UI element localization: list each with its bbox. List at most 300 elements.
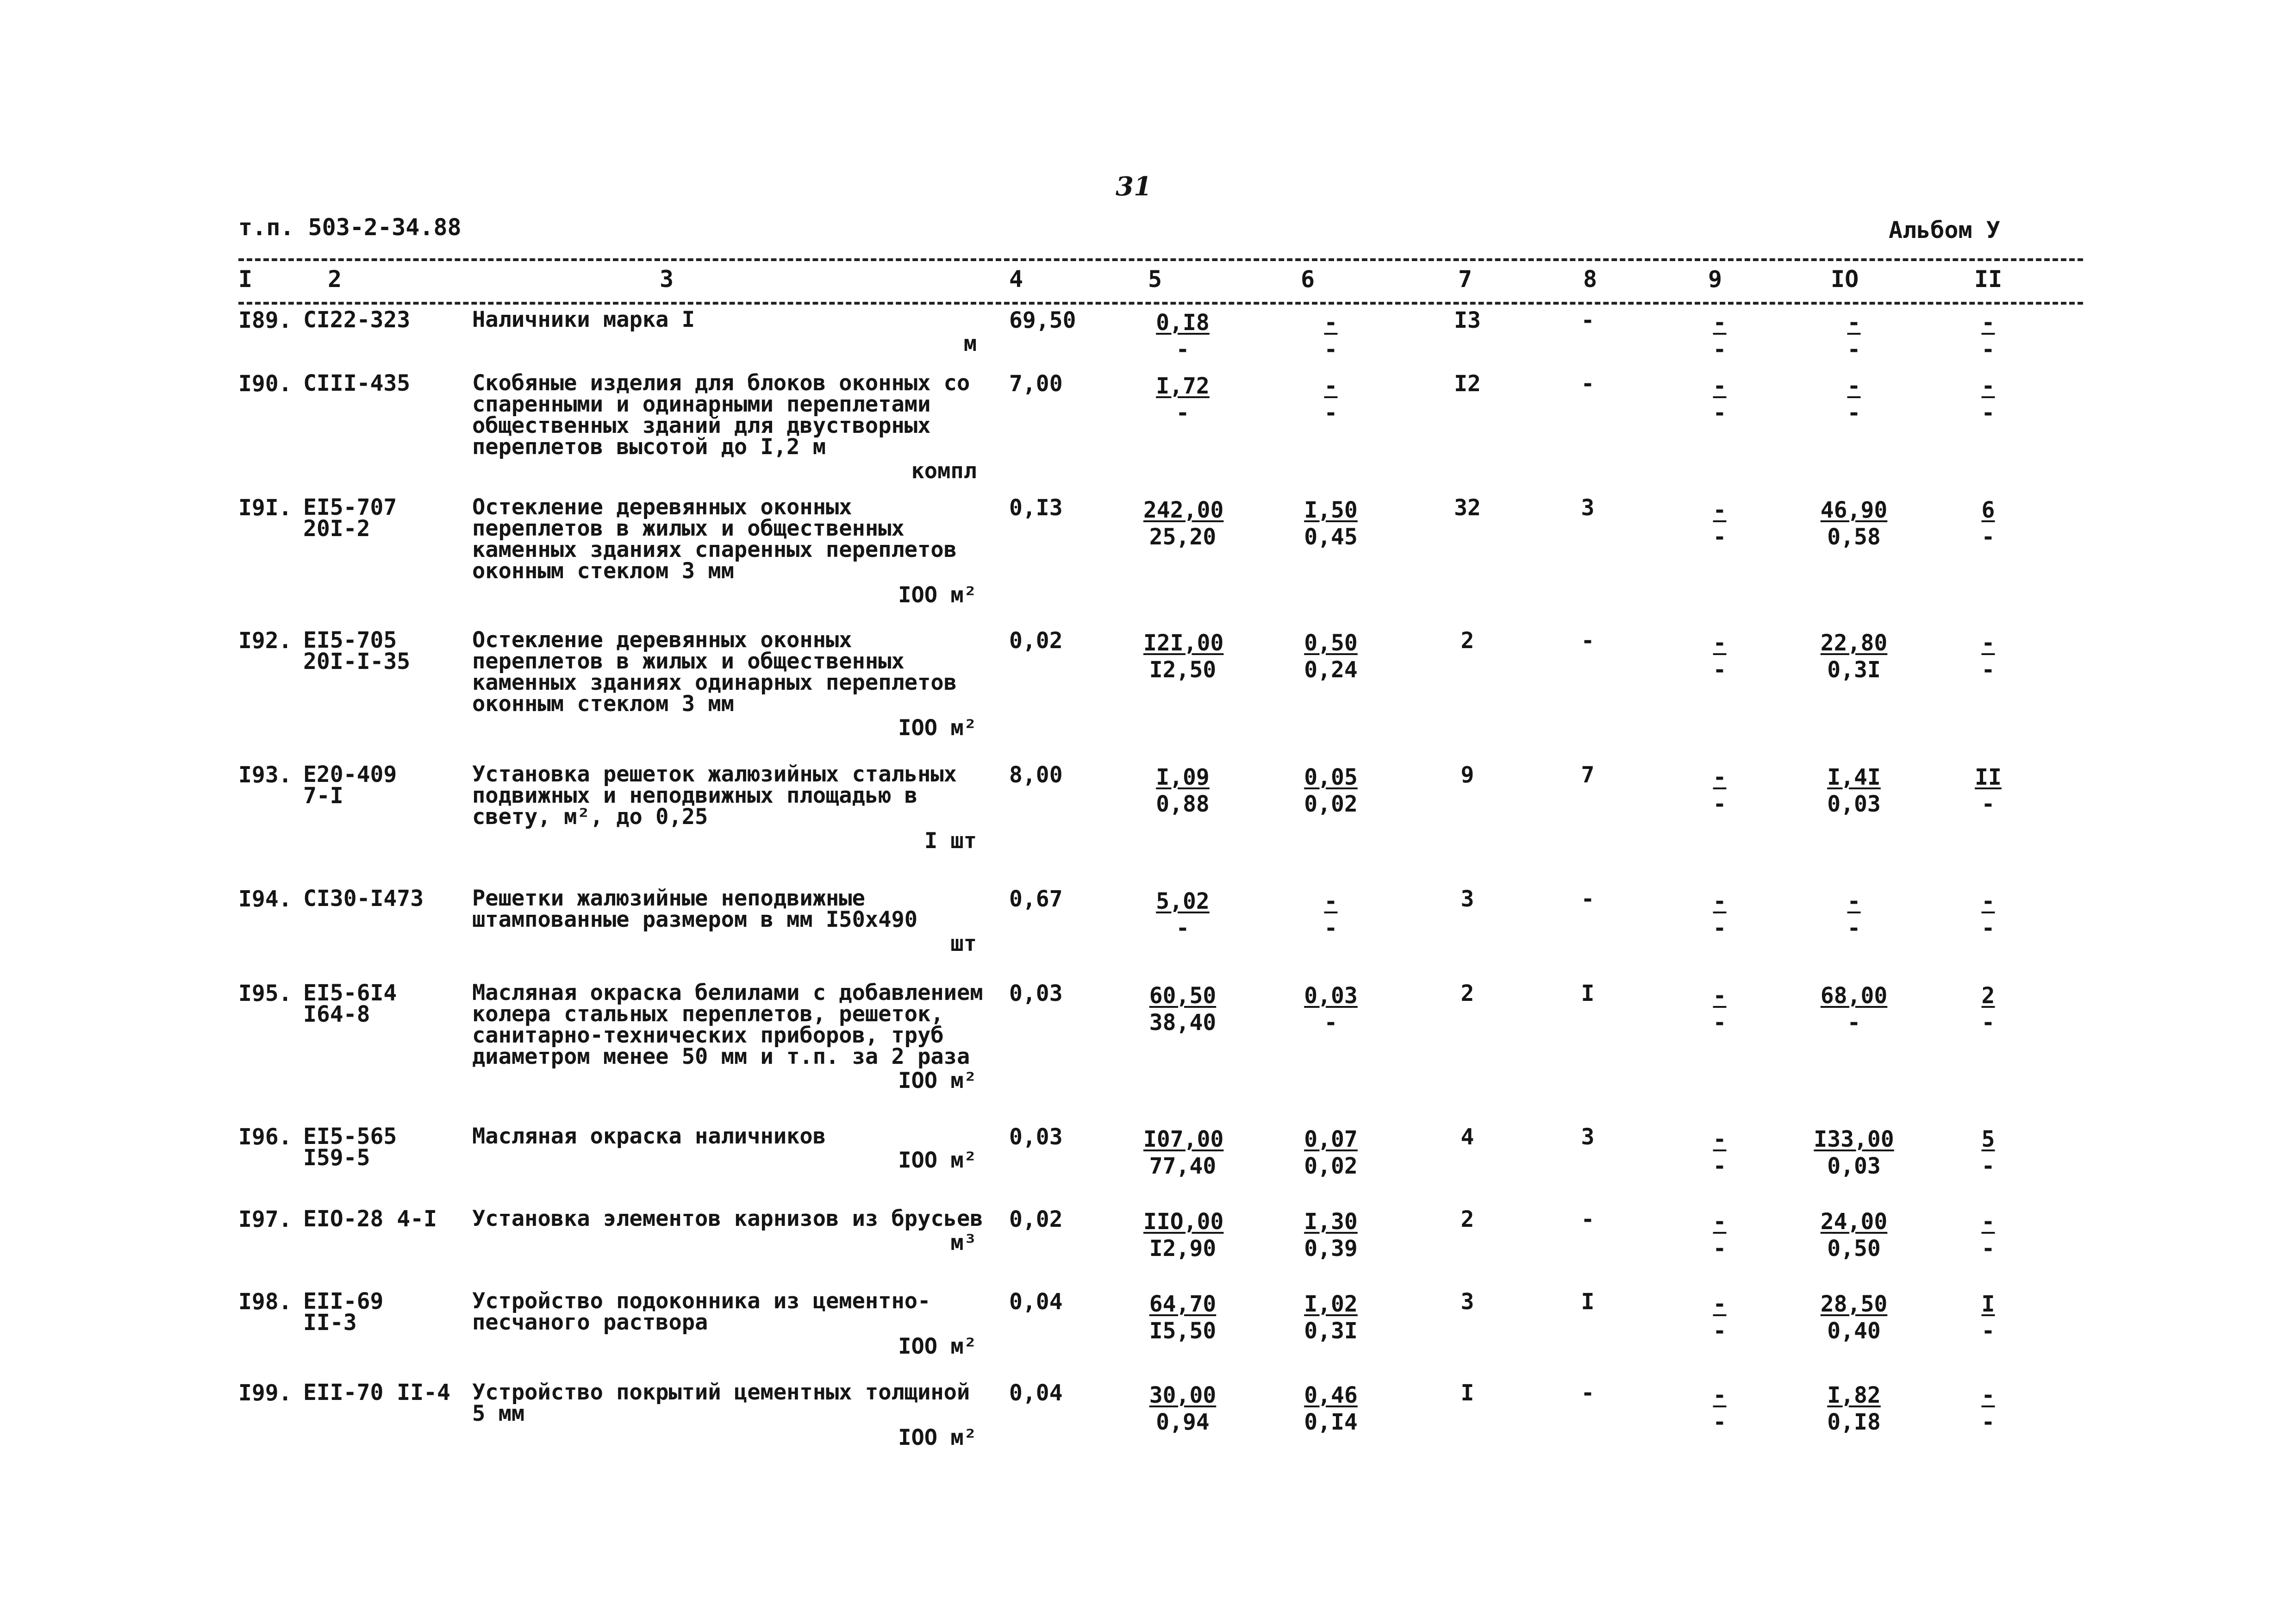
column-6-value bbox=[1296, 764, 1366, 818]
column-9-value bbox=[1701, 1291, 1738, 1344]
column-8-value: - bbox=[1581, 307, 1595, 333]
measure-unit: IOO м² bbox=[898, 582, 977, 608]
column-9-value-top: - bbox=[1713, 1126, 1727, 1152]
column-10-value bbox=[1808, 497, 1900, 550]
column-10-value bbox=[1808, 373, 1900, 426]
rate-code bbox=[303, 494, 397, 542]
column-9-value bbox=[1701, 1382, 1738, 1436]
work-description bbox=[472, 370, 995, 484]
column-6-value-pair bbox=[1296, 1291, 1366, 1344]
column-9-value-bottom: - bbox=[1713, 524, 1727, 550]
column-5-value bbox=[1143, 888, 1222, 942]
column-5-value-pair bbox=[1143, 630, 1222, 683]
column-9-value-pair bbox=[1701, 497, 1738, 550]
column-10-value bbox=[1808, 1382, 1900, 1436]
column-11-value-pair bbox=[1963, 1208, 2014, 1262]
rate-code bbox=[303, 627, 411, 675]
column-9-value-pair bbox=[1701, 309, 1738, 363]
quantity: 0,03 bbox=[1009, 981, 1063, 1006]
column-6-value bbox=[1296, 373, 1366, 426]
column-11-value-top: 5 bbox=[1981, 1126, 1995, 1152]
column-10-value-pair bbox=[1808, 982, 1900, 1036]
description-text: Установка решеток жалюзийных стальных подвижных и неподвижных площадью в свету, м², до 0,25 bbox=[472, 762, 957, 830]
column-11-value-pair bbox=[1963, 1291, 2014, 1344]
quantity: 0,04 bbox=[1009, 1380, 1063, 1406]
column-6-value-top: - bbox=[1324, 310, 1338, 336]
column-11-value-top: 2 bbox=[1981, 983, 1995, 1009]
column-6-value-bottom: - bbox=[1324, 400, 1338, 426]
column-9-value-top: - bbox=[1713, 888, 1727, 914]
column-10-value bbox=[1808, 1291, 1900, 1344]
column-7-value: 2 bbox=[1460, 1206, 1474, 1232]
column-10-value-bottom: 0,03 bbox=[1827, 1153, 1881, 1179]
column-10-value-top: I33,00 bbox=[1814, 1126, 1894, 1152]
column-6-value bbox=[1296, 1382, 1366, 1436]
column-11-value-top: - bbox=[1981, 1382, 1995, 1408]
album-label: Альбом У bbox=[1889, 217, 2000, 244]
column-6-value-pair bbox=[1296, 1208, 1366, 1262]
column-9-value bbox=[1701, 373, 1738, 426]
rate-code-line: 20I-I-35 bbox=[303, 649, 411, 675]
column-5-value-top: I,09 bbox=[1156, 764, 1210, 790]
column-header-5: 5 bbox=[1148, 266, 1162, 293]
column-7-value: I2 bbox=[1454, 371, 1481, 397]
column-10-value bbox=[1808, 1208, 1900, 1262]
column-5-value-bottom: - bbox=[1176, 337, 1190, 362]
column-9-value-top: - bbox=[1713, 310, 1727, 336]
column-11-value bbox=[1963, 982, 2014, 1036]
column-5-value-pair bbox=[1143, 764, 1222, 818]
measure-unit: компл bbox=[911, 458, 977, 484]
column-10-value-bottom: - bbox=[1847, 400, 1861, 426]
column-5-value bbox=[1143, 764, 1222, 818]
column-9-value-pair bbox=[1701, 764, 1738, 818]
column-10-value-top: 28,50 bbox=[1820, 1291, 1888, 1317]
column-11-value-bottom: - bbox=[1981, 657, 1995, 683]
rate-code-line: EI5-707 bbox=[303, 494, 397, 520]
table-top-rule bbox=[238, 258, 2083, 261]
column-5-value-bottom: 77,40 bbox=[1149, 1153, 1217, 1179]
rate-code bbox=[303, 370, 411, 396]
column-9-value-pair bbox=[1701, 1126, 1738, 1180]
column-8-value: 3 bbox=[1581, 1124, 1595, 1150]
rate-code-line: EII-69 bbox=[303, 1288, 384, 1314]
column-6-value bbox=[1296, 1291, 1366, 1344]
column-10-value bbox=[1808, 764, 1900, 818]
page-number: 31 bbox=[1116, 171, 1152, 202]
column-6-value-bottom: 0,45 bbox=[1304, 524, 1358, 550]
column-10-value-bottom: 0,50 bbox=[1827, 1236, 1881, 1262]
column-9-value-bottom: - bbox=[1713, 915, 1727, 941]
column-10-value-top: I,82 bbox=[1827, 1382, 1881, 1408]
quantity: 69,50 bbox=[1009, 307, 1076, 333]
column-5-value-pair bbox=[1143, 497, 1222, 550]
column-9-value-top: - bbox=[1713, 630, 1727, 656]
column-5-value-top: IIO,00 bbox=[1143, 1209, 1224, 1235]
column-11-value-top: 6 bbox=[1981, 497, 1995, 523]
column-10-value-pair bbox=[1808, 630, 1900, 683]
column-10-value bbox=[1808, 630, 1900, 683]
row-number: I97. bbox=[238, 1206, 292, 1232]
column-10-value-top: I,4I bbox=[1827, 764, 1881, 790]
column-6-value-pair bbox=[1296, 309, 1366, 363]
column-header-9: 9 bbox=[1708, 266, 1722, 293]
description-text: Устройство подоконника из цементно-песчаного раствора bbox=[472, 1288, 931, 1335]
rate-code-line: CIII-435 bbox=[303, 370, 411, 396]
column-11-value-bottom: - bbox=[1981, 524, 1995, 550]
column-10-value-pair bbox=[1808, 1382, 1900, 1436]
column-11-value-pair bbox=[1963, 1126, 2014, 1180]
column-11-value-top: - bbox=[1981, 630, 1995, 656]
work-description bbox=[472, 627, 995, 741]
column-11-value-top: I bbox=[1981, 1291, 1995, 1317]
column-6-value-bottom: 0,I4 bbox=[1304, 1409, 1358, 1435]
quantity: 0,02 bbox=[1009, 1206, 1063, 1232]
column-11-value-bottom: - bbox=[1981, 1318, 1995, 1344]
column-11-value bbox=[1963, 1208, 2014, 1262]
column-11-value bbox=[1963, 1291, 2014, 1344]
column-header-3: 3 bbox=[660, 266, 674, 293]
column-10-value bbox=[1808, 982, 1900, 1036]
column-header-10: IO bbox=[1831, 266, 1859, 293]
column-9-value bbox=[1701, 982, 1738, 1036]
column-11-value-pair bbox=[1963, 982, 2014, 1036]
column-5-value-bottom: I2,90 bbox=[1149, 1236, 1217, 1262]
rate-code-line: E20-409 bbox=[303, 762, 397, 787]
column-header-7: 7 bbox=[1458, 266, 1472, 293]
column-9-value-bottom: - bbox=[1713, 1153, 1727, 1179]
column-5-value bbox=[1143, 1126, 1222, 1180]
description-text: Наличники марка I bbox=[472, 307, 695, 332]
column-6-value-top: I,30 bbox=[1304, 1209, 1358, 1235]
column-header-11: II bbox=[1974, 266, 2003, 293]
column-11-value bbox=[1963, 764, 2014, 818]
column-11-value-bottom: - bbox=[1981, 915, 1995, 941]
description-text: Устройство покрытий цементных толщиной 5 мм bbox=[472, 1380, 970, 1426]
rate-code-line: EIO-28 4-I bbox=[303, 1206, 437, 1232]
column-9-value bbox=[1701, 309, 1738, 363]
column-5-value bbox=[1143, 1291, 1222, 1344]
column-5-value-pair bbox=[1143, 309, 1222, 363]
column-9-value-top: - bbox=[1713, 764, 1727, 790]
column-6-value-top: 0,03 bbox=[1304, 983, 1358, 1009]
column-5-value-top: 5,02 bbox=[1156, 888, 1210, 914]
column-9-value-pair bbox=[1701, 1291, 1738, 1344]
column-9-value-pair bbox=[1701, 1208, 1738, 1262]
column-6-value bbox=[1296, 309, 1366, 363]
column-6-value-bottom: - bbox=[1324, 1010, 1338, 1036]
column-10-value-pair bbox=[1808, 764, 1900, 818]
column-11-value-top: II bbox=[1975, 764, 2002, 790]
measure-unit: шт bbox=[950, 931, 977, 956]
column-10-value-pair bbox=[1808, 888, 1900, 942]
column-10-value bbox=[1808, 309, 1900, 363]
column-7-value: 3 bbox=[1460, 1289, 1474, 1315]
measure-unit: IOO м² bbox=[898, 1334, 977, 1359]
column-10-value-bottom: - bbox=[1847, 337, 1861, 362]
quantity: 0,03 bbox=[1009, 1124, 1063, 1150]
description-text: Остекление деревянных оконных переплетов в жилых и общественных каменных зданиях спаренных переплетов оконным стеклом 3 мм bbox=[472, 494, 957, 584]
column-11-value-top: - bbox=[1981, 373, 1995, 399]
column-6-value-top: 0,50 bbox=[1304, 630, 1358, 656]
column-5-value-top: 0,I8 bbox=[1156, 310, 1210, 336]
column-10-value-bottom: - bbox=[1847, 915, 1861, 941]
column-5-value-top: 64,70 bbox=[1149, 1291, 1217, 1317]
column-6-value-top: 0,05 bbox=[1304, 764, 1358, 790]
column-5-value-bottom: I5,50 bbox=[1149, 1318, 1217, 1344]
measure-unit: IOO м² bbox=[898, 715, 977, 741]
quantity: 0,02 bbox=[1009, 628, 1063, 654]
column-10-value-top: 68,00 bbox=[1820, 983, 1888, 1009]
column-10-value-top: 46,90 bbox=[1820, 497, 1888, 523]
column-6-value-bottom: 0,02 bbox=[1304, 1153, 1358, 1179]
column-header-4: 4 bbox=[1009, 266, 1023, 293]
measure-unit: IOO м² bbox=[898, 1425, 977, 1450]
column-10-value-bottom: 0,58 bbox=[1827, 524, 1881, 550]
column-8-value: - bbox=[1581, 1380, 1595, 1406]
column-6-value bbox=[1296, 630, 1366, 683]
column-11-value-top: - bbox=[1981, 888, 1995, 914]
column-8-value: I bbox=[1581, 1289, 1595, 1315]
column-11-value-pair bbox=[1963, 309, 2014, 363]
column-6-value-pair bbox=[1296, 1126, 1366, 1180]
column-9-value-bottom: - bbox=[1713, 1318, 1727, 1344]
column-9-value-pair bbox=[1701, 982, 1738, 1036]
column-6-value-top: - bbox=[1324, 888, 1338, 914]
column-6-value-bottom: 0,3I bbox=[1304, 1318, 1358, 1344]
column-8-value: 7 bbox=[1581, 762, 1595, 788]
column-header-8: 8 bbox=[1583, 266, 1597, 293]
rate-code bbox=[303, 886, 424, 912]
column-11-value-bottom: - bbox=[1981, 337, 1995, 362]
column-10-value-bottom: 0,3I bbox=[1827, 657, 1881, 683]
column-11-value-bottom: - bbox=[1981, 1153, 1995, 1179]
column-10-value-bottom: 0,03 bbox=[1827, 791, 1881, 817]
column-9-value-top: - bbox=[1713, 497, 1727, 523]
column-11-value-pair bbox=[1963, 373, 2014, 426]
rate-code bbox=[303, 982, 397, 1025]
column-5-value-bottom: 0,94 bbox=[1156, 1409, 1210, 1435]
column-9-value-bottom: - bbox=[1713, 400, 1727, 426]
column-10-value-top: 22,80 bbox=[1820, 630, 1888, 656]
rate-code bbox=[303, 1288, 384, 1336]
rate-code-line: EII-70 II-4 bbox=[303, 1380, 450, 1405]
work-description bbox=[472, 309, 995, 355]
column-6-value-pair bbox=[1296, 764, 1366, 818]
work-description bbox=[472, 494, 995, 608]
column-11-value-pair bbox=[1963, 630, 2014, 683]
column-5-value-top: 242,00 bbox=[1143, 497, 1224, 523]
description-text: Установка элементов карнизов из брусьев bbox=[472, 1206, 983, 1231]
column-11-value-bottom: - bbox=[1981, 1409, 1995, 1435]
column-11-value-pair bbox=[1963, 764, 2014, 818]
column-6-value-bottom: - bbox=[1324, 915, 1338, 941]
column-6-value-bottom: 0,02 bbox=[1304, 791, 1358, 817]
column-5-value-bottom: 0,88 bbox=[1156, 791, 1210, 817]
column-7-value: I bbox=[1460, 1380, 1474, 1406]
measure-unit: IOO м² bbox=[898, 1148, 977, 1173]
column-10-value-pair bbox=[1808, 497, 1900, 550]
column-5-value-pair bbox=[1143, 1382, 1222, 1436]
rate-code bbox=[303, 762, 397, 809]
column-9-value bbox=[1701, 888, 1738, 942]
column-6-value-top: - bbox=[1324, 373, 1338, 399]
work-description bbox=[472, 888, 995, 955]
column-5-value bbox=[1143, 982, 1222, 1036]
column-11-value-top: - bbox=[1981, 1209, 1995, 1235]
column-10-value-top: - bbox=[1847, 373, 1861, 399]
row-number: I92. bbox=[238, 628, 292, 654]
column-10-value-top: - bbox=[1847, 888, 1861, 914]
column-9-value-bottom: - bbox=[1713, 1010, 1727, 1036]
column-9-value bbox=[1701, 497, 1738, 550]
work-description bbox=[472, 982, 995, 1092]
column-5-value-pair bbox=[1143, 1126, 1222, 1180]
column-5-value-pair bbox=[1143, 1208, 1222, 1262]
column-9-value-pair bbox=[1701, 888, 1738, 942]
description-text: Масляная окраска наличников bbox=[472, 1124, 826, 1149]
column-6-value-pair bbox=[1296, 982, 1366, 1036]
column-6-value-pair bbox=[1296, 888, 1366, 942]
column-9-value-bottom: - bbox=[1713, 1236, 1727, 1262]
column-10-value-pair bbox=[1808, 1126, 1900, 1180]
column-9-value bbox=[1701, 630, 1738, 683]
column-8-value: - bbox=[1581, 886, 1595, 912]
measure-unit: м³ bbox=[950, 1230, 977, 1255]
column-5-value bbox=[1143, 497, 1222, 550]
rate-code bbox=[303, 1382, 450, 1403]
column-5-value-bottom: I2,50 bbox=[1149, 657, 1217, 683]
column-11-value-pair bbox=[1963, 1382, 2014, 1436]
column-6-value bbox=[1296, 1126, 1366, 1180]
column-6-value-pair bbox=[1296, 497, 1366, 550]
column-11-value bbox=[1963, 630, 2014, 683]
row-number: I98. bbox=[238, 1289, 292, 1315]
column-9-value-top: - bbox=[1713, 1382, 1727, 1408]
column-6-value bbox=[1296, 982, 1366, 1036]
document-code: т.п. 503-2-34.88 bbox=[238, 214, 462, 241]
rate-code bbox=[303, 1124, 397, 1171]
column-11-value bbox=[1963, 888, 2014, 942]
column-11-value-pair bbox=[1963, 888, 2014, 942]
column-9-value-bottom: - bbox=[1713, 791, 1727, 817]
column-6-value-pair bbox=[1296, 1382, 1366, 1436]
column-9-value-top: - bbox=[1713, 983, 1727, 1009]
column-11-value bbox=[1963, 1382, 2014, 1436]
work-description bbox=[472, 1208, 995, 1254]
quantity: 7,00 bbox=[1009, 371, 1063, 397]
column-7-value: 9 bbox=[1460, 762, 1474, 788]
column-5-value-top: I07,00 bbox=[1143, 1126, 1224, 1152]
quantity: 8,00 bbox=[1009, 762, 1063, 788]
column-11-value-bottom: - bbox=[1981, 1010, 1995, 1036]
work-description bbox=[472, 1382, 995, 1449]
column-9-value bbox=[1701, 1126, 1738, 1180]
rate-code-line: CI30-I473 bbox=[303, 886, 424, 912]
rate-code-line: I59-5 bbox=[303, 1145, 370, 1171]
column-6-value-top: 0,07 bbox=[1304, 1126, 1358, 1152]
column-9-value-top: - bbox=[1713, 373, 1727, 399]
column-5-value-pair bbox=[1143, 1291, 1222, 1344]
work-description bbox=[472, 764, 995, 852]
column-5-value-top: I2I,00 bbox=[1143, 630, 1224, 656]
column-10-value-bottom: - bbox=[1847, 1010, 1861, 1036]
column-7-value: 3 bbox=[1460, 886, 1474, 912]
column-11-value-top: - bbox=[1981, 310, 1995, 336]
column-8-value: - bbox=[1581, 1206, 1595, 1232]
column-11-value-bottom: - bbox=[1981, 400, 1995, 426]
column-10-value bbox=[1808, 888, 1900, 942]
column-8-value: I bbox=[1581, 981, 1595, 1006]
header-bottom-rule bbox=[238, 302, 2083, 305]
column-9-value-bottom: - bbox=[1713, 1409, 1727, 1435]
row-number: I90. bbox=[238, 371, 292, 397]
column-5-value bbox=[1143, 373, 1222, 426]
column-6-value-top: I,50 bbox=[1304, 497, 1358, 523]
column-6-value bbox=[1296, 888, 1366, 942]
column-7-value: 2 bbox=[1460, 628, 1474, 654]
column-6-value-bottom: 0,39 bbox=[1304, 1236, 1358, 1262]
column-5-value-bottom: 38,40 bbox=[1149, 1010, 1217, 1036]
column-6-value-pair bbox=[1296, 373, 1366, 426]
column-9-value bbox=[1701, 764, 1738, 818]
column-9-value-bottom: - bbox=[1713, 337, 1727, 362]
column-10-value-bottom: 0,I8 bbox=[1827, 1409, 1881, 1435]
column-11-value bbox=[1963, 373, 2014, 426]
rate-code-line: I64-8 bbox=[303, 1001, 370, 1027]
column-10-value-pair bbox=[1808, 373, 1900, 426]
work-description bbox=[472, 1288, 995, 1359]
column-5-value-top: 60,50 bbox=[1149, 983, 1217, 1009]
measure-unit: м bbox=[963, 331, 977, 356]
column-5-value-top: I,72 bbox=[1156, 373, 1210, 399]
row-number: I99. bbox=[238, 1380, 292, 1406]
row-number: I94. bbox=[238, 886, 292, 912]
description-text: Скобяные изделия для блоков оконных со спаренными и одинарными переплетами общественных зданий для двустворных переплетов высотой до I,2 м bbox=[472, 370, 970, 460]
column-6-value-top: I,02 bbox=[1304, 1291, 1358, 1317]
row-number: I89. bbox=[238, 307, 292, 333]
column-7-value: I3 bbox=[1454, 307, 1481, 333]
column-11-value-pair bbox=[1963, 497, 2014, 550]
column-header-6: 6 bbox=[1301, 266, 1315, 293]
column-9-value bbox=[1701, 1208, 1738, 1262]
column-11-value-bottom: - bbox=[1981, 1236, 1995, 1262]
rate-code-line: CI22-323 bbox=[303, 307, 411, 333]
column-10-value-pair bbox=[1808, 1291, 1900, 1344]
column-9-value-top: - bbox=[1713, 1209, 1727, 1235]
column-9-value-bottom: - bbox=[1713, 657, 1727, 683]
quantity: 0,67 bbox=[1009, 886, 1063, 912]
rate-code bbox=[303, 1208, 437, 1230]
rate-code-line: II-3 bbox=[303, 1310, 357, 1336]
column-8-value: - bbox=[1581, 628, 1595, 654]
rate-code-line: EI5-705 bbox=[303, 627, 397, 653]
column-5-value bbox=[1143, 309, 1222, 363]
column-7-value: 2 bbox=[1460, 981, 1474, 1006]
description-text: Решетки жалюзийные неподвижные штампованные размером в мм I50x490 bbox=[472, 886, 918, 932]
column-7-value: 32 bbox=[1454, 495, 1481, 521]
column-5-value bbox=[1143, 630, 1222, 683]
rate-code bbox=[303, 309, 410, 331]
column-5-value-pair bbox=[1143, 373, 1222, 426]
column-10-value-top: 24,00 bbox=[1820, 1209, 1888, 1235]
row-number: I9I. bbox=[238, 495, 292, 521]
column-10-value-pair bbox=[1808, 309, 1900, 363]
column-6-value bbox=[1296, 1208, 1366, 1262]
rate-code-line: EI5-565 bbox=[303, 1124, 397, 1149]
column-6-value-bottom: 0,24 bbox=[1304, 657, 1358, 683]
column-10-value bbox=[1808, 1126, 1900, 1180]
